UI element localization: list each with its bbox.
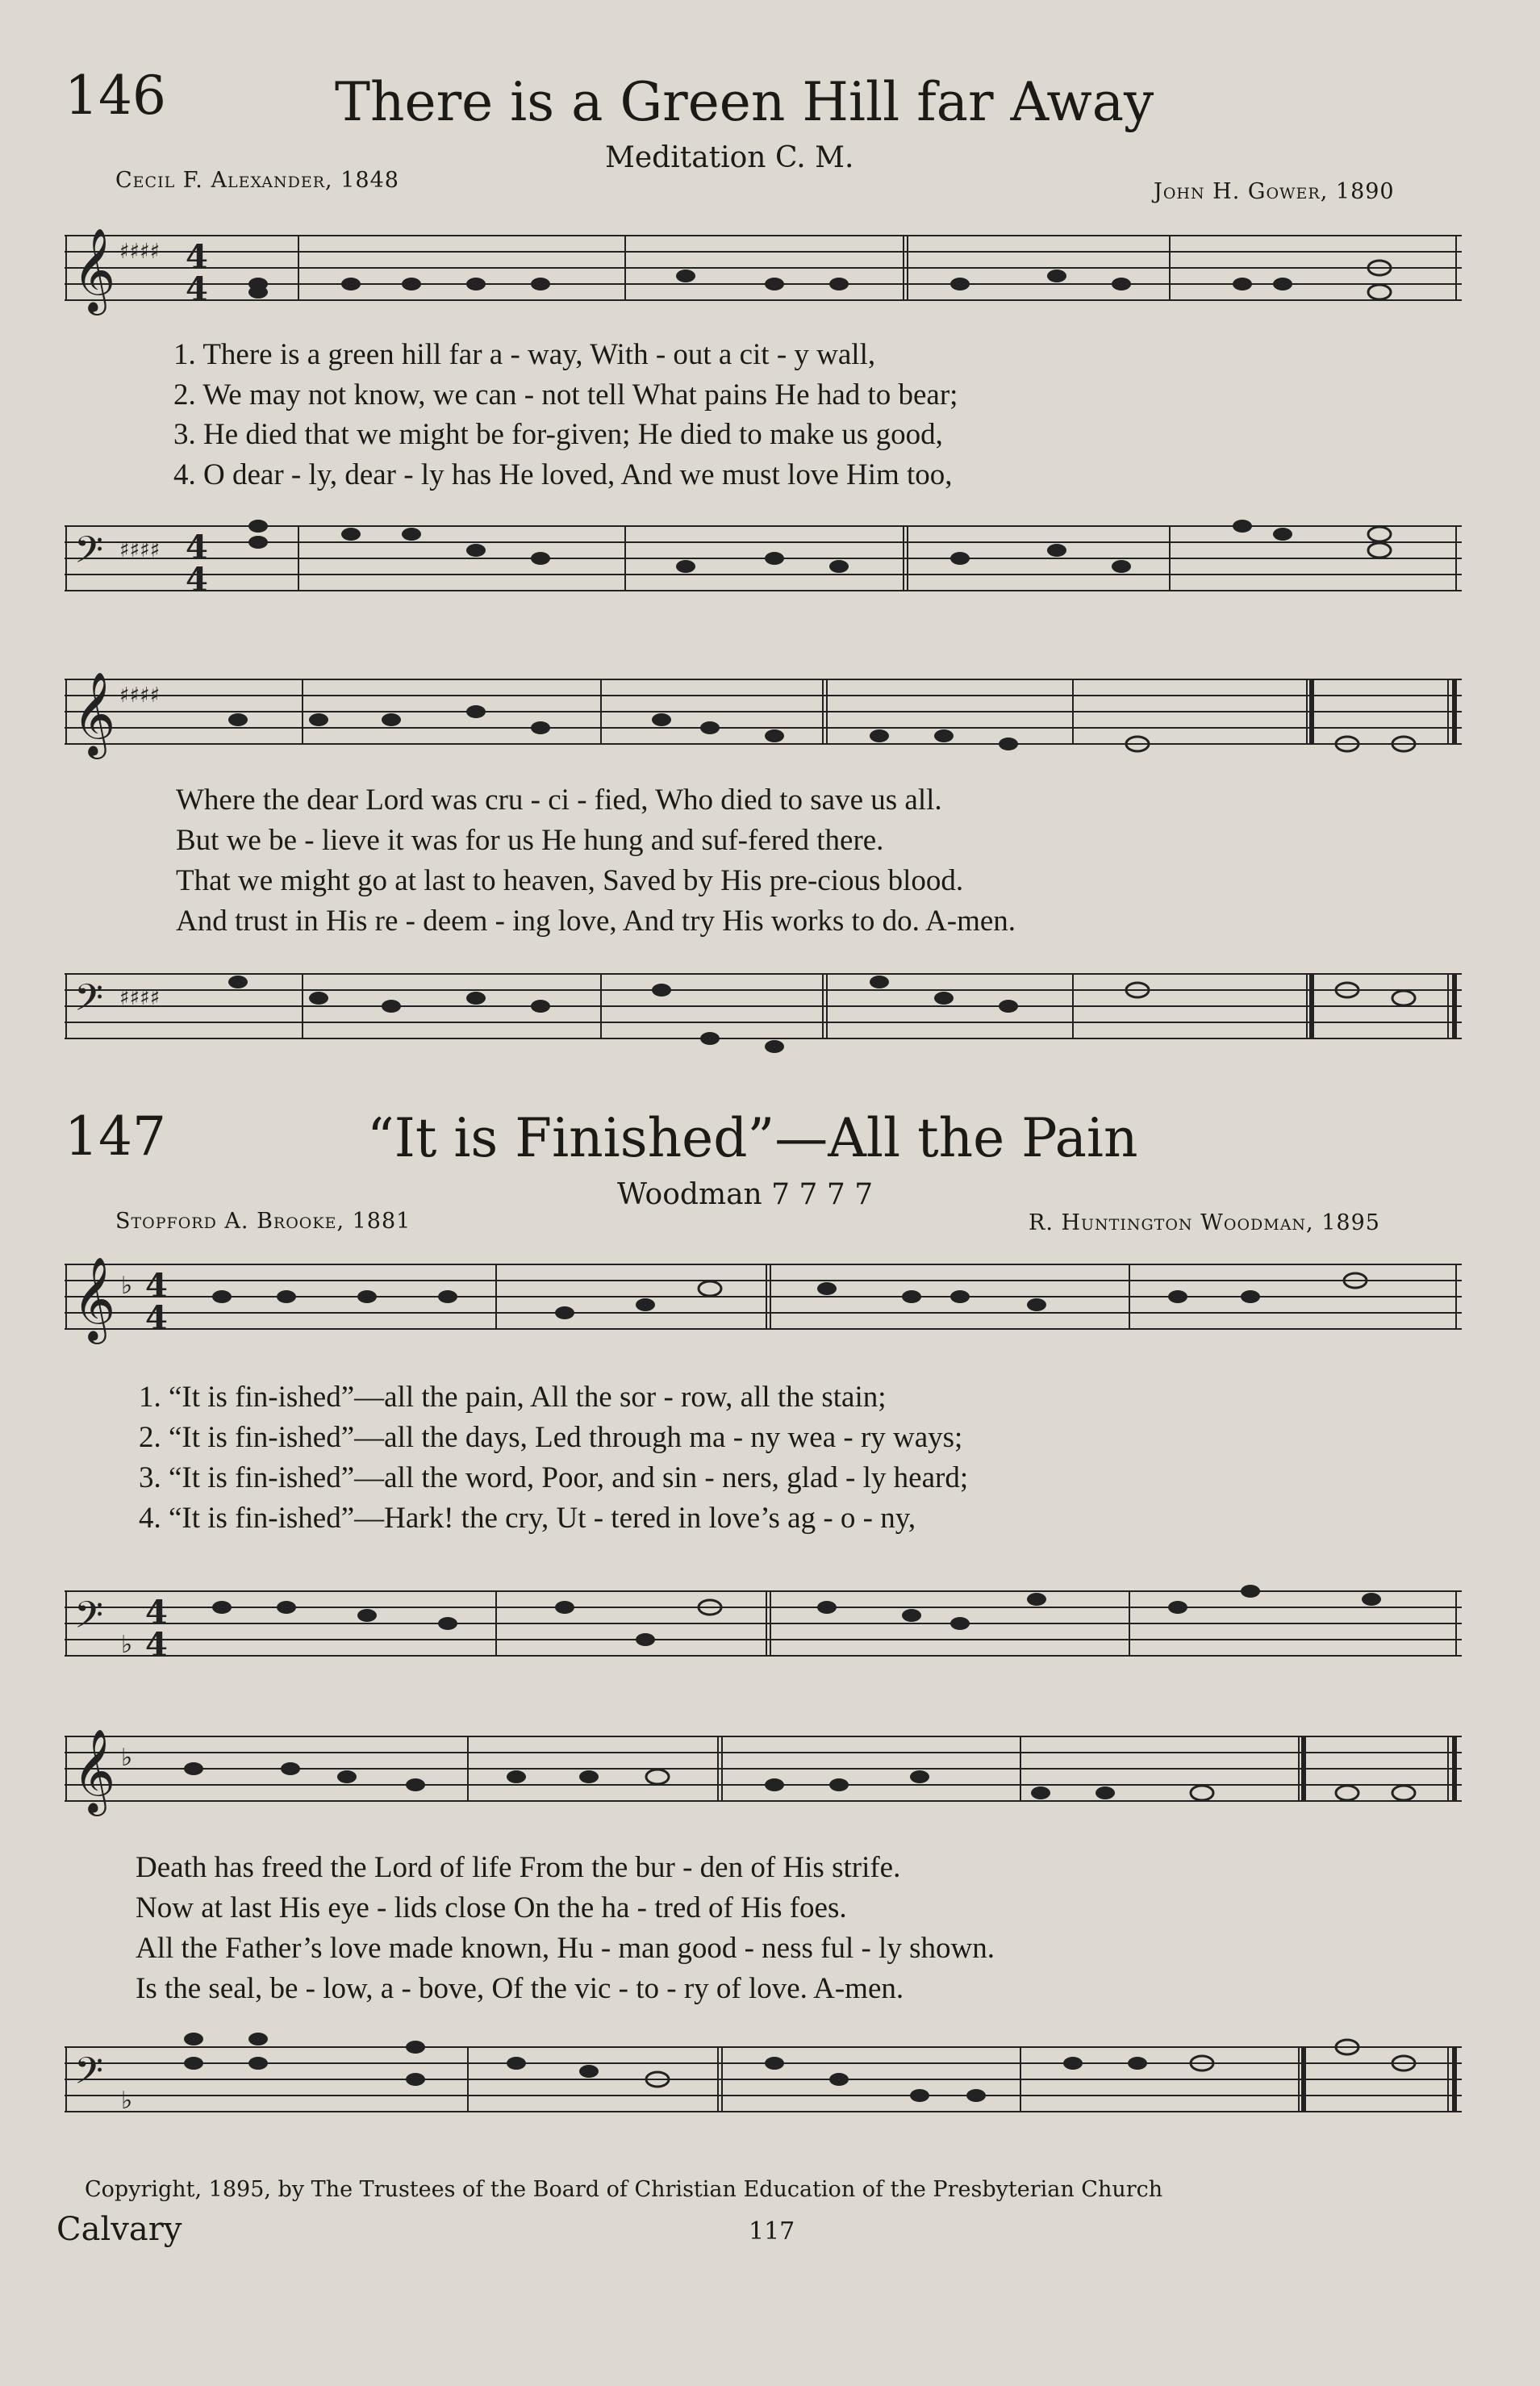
hymn-146-author: Cecil F. Alexander, 1848 xyxy=(115,168,399,193)
svg-text:𝄢: 𝄢 xyxy=(74,1594,104,1646)
svg-text:♭: ♭ xyxy=(121,1631,133,1659)
svg-text:4: 4 xyxy=(186,238,208,276)
hymn-146-s2-verse-3: That we might go at last to heaven, Saved by His pre-cious blood. xyxy=(176,864,964,897)
hymn-147-number: 147 xyxy=(65,1105,166,1168)
svg-text:𝄢: 𝄢 xyxy=(74,529,104,581)
hymn-147-title: “It is Finished”—All the Pain xyxy=(367,1107,1138,1169)
hymn-147-s1-verse-4: 4. “It is fin-ished”—Hark! the cry, Ut - tered in love’s ag - o - ny, xyxy=(139,1502,916,1535)
svg-text:♯♯♯♯: ♯♯♯♯ xyxy=(119,986,161,1010)
hymn-146-s1-verse-3: 3. He died that we might be for-given; He died to make us good, xyxy=(173,418,943,451)
hymn-146-tune: Meditation C. M. xyxy=(605,141,854,174)
svg-text:4: 4 xyxy=(186,270,208,308)
hymn-147-s2-verse-3: All the Father’s love made known, Hu - man good - ness ful - ly shown. xyxy=(136,1932,995,1965)
hymn-146-title: There is a Green Hill far Away xyxy=(335,71,1154,133)
svg-text:4: 4 xyxy=(186,529,208,566)
hymn-147-system1-bass-staff xyxy=(65,1582,1462,1678)
hymn-146-system1-treble-staff xyxy=(65,226,1462,323)
hymn-146-system2-treble-staff xyxy=(65,670,1462,767)
svg-text:♭: ♭ xyxy=(121,1744,133,1772)
hymn-146-number: 146 xyxy=(65,65,166,127)
hymn-146-s1-verse-1: 1. There is a green hill far a - way, With - out a cit - y wall, xyxy=(173,338,876,371)
hymn-146-s1-verse-2: 2. We may not know, we can - not tell What pains He had to bear; xyxy=(173,378,958,412)
svg-text:4: 4 xyxy=(145,1626,168,1664)
hymn-146-system2-bass-staff xyxy=(65,964,1462,1061)
hymn-146-s1-verse-4: 4. O dear - ly, dear - ly has He loved, And we must love Him too, xyxy=(173,458,953,491)
svg-text:𝄞: 𝄞 xyxy=(73,1728,116,1813)
hymn-146-s2-verse-4: And trust in His re - deem - ing love, And try His works to do. A-men. xyxy=(176,905,1016,938)
hymn-147-system1-treble-staff xyxy=(65,1255,1462,1352)
hymn-147-s2-verse-1: Death has freed the Lord of life From the bur - den of His strife. xyxy=(136,1851,901,1884)
page-number: 117 xyxy=(749,2217,795,2246)
hymn-147-tune: Woodman 7 7 7 7 xyxy=(617,1178,874,1211)
hymn-147-s1-verse-2: 2. “It is fin-ished”—all the days, Led through ma - ny wea - ry ways; xyxy=(139,1421,963,1454)
section-label: Calvary xyxy=(56,2211,182,2248)
svg-text:♭: ♭ xyxy=(121,1272,133,1300)
svg-text:♯♯♯♯: ♯♯♯♯ xyxy=(119,538,161,562)
svg-text:4: 4 xyxy=(186,561,208,599)
hymn-147-s1-verse-1: 1. “It is fin-ished”—all the pain, All the sor - row, all the stain; xyxy=(139,1381,887,1414)
svg-text:𝄢: 𝄢 xyxy=(74,2050,104,2102)
copyright-notice: Copyright, 1895, by The Trustees of the Board of Christian Education of the Presbyterian Church xyxy=(85,2177,1163,2202)
svg-text:4: 4 xyxy=(145,1594,168,1632)
svg-text:4: 4 xyxy=(145,1267,168,1305)
svg-text:𝄢: 𝄢 xyxy=(74,976,104,1029)
hymn-147-system2-treble-staff xyxy=(65,1727,1462,1824)
hymn-147-system2-bass-staff xyxy=(65,2029,1462,2134)
hymn-146-system1-bass-staff xyxy=(65,516,1462,613)
svg-text:4: 4 xyxy=(145,1299,168,1337)
hymn-146-s2-verse-1: Where the dear Lord was cru - ci - fied, Who died to save us all. xyxy=(176,783,942,817)
svg-text:♯♯♯♯: ♯♯♯♯ xyxy=(119,683,161,708)
hymn-147-s2-verse-2: Now at last His eye - lids close On the ha - tred of His foes. xyxy=(136,1891,847,1924)
hymn-146-composer: John H. Gower, 1890 xyxy=(1154,179,1395,204)
svg-text:𝄞: 𝄞 xyxy=(73,1256,116,1341)
hymn-147-composer: R. Huntington Woodman, 1895 xyxy=(1029,1210,1380,1235)
svg-text:𝄞: 𝄞 xyxy=(73,228,116,312)
svg-text:♯♯♯♯: ♯♯♯♯ xyxy=(119,240,161,264)
svg-text:𝄞: 𝄞 xyxy=(73,671,116,756)
hymn-147-s1-verse-3: 3. “It is fin-ished”—all the word, Poor, and sin - ners, glad - ly heard; xyxy=(139,1461,969,1494)
hymn-147-author: Stopford A. Brooke, 1881 xyxy=(115,1209,411,1234)
hymn-147-s2-verse-4: Is the seal, be - low, a - bove, Of the vic - to - ry of love. A-men. xyxy=(136,1972,904,2005)
hymn-146-s2-verse-2: But we be - lieve it was for us He hung and suf-fered there. xyxy=(176,824,884,857)
svg-text:♭: ♭ xyxy=(121,2087,133,2115)
